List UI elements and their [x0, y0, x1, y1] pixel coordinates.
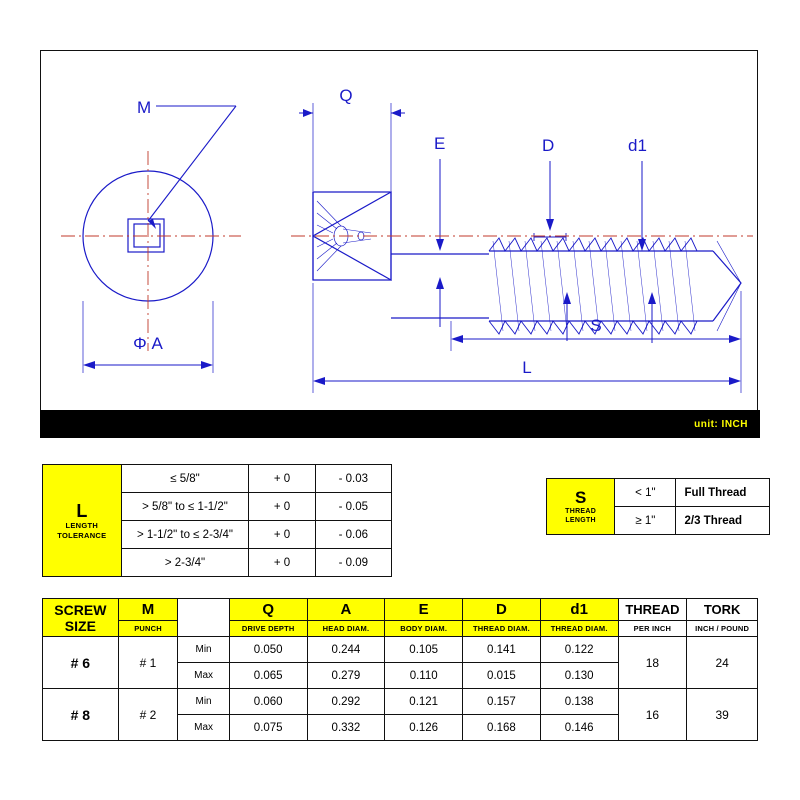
unit-note-text: unit: INCH	[694, 418, 748, 430]
spec-e-value: 0.121	[385, 689, 463, 715]
spec-q-value: 0.050	[229, 637, 307, 663]
m-leader-line	[148, 106, 236, 221]
tolerance-range: ≤ 5/8"	[121, 465, 249, 493]
header-thread-main: THREAD	[618, 599, 687, 621]
spec-minmax-label: Max	[178, 715, 230, 741]
spec-minmax-label: Min	[178, 689, 230, 715]
spec-tork: 39	[687, 689, 758, 741]
header-blank	[178, 599, 230, 637]
label-e: E	[434, 134, 446, 153]
spec-d1-value: 0.138	[540, 689, 618, 715]
spec-a-value: 0.279	[307, 663, 385, 689]
spec-tork: 24	[687, 637, 758, 689]
thread-length-condition: < 1"	[615, 479, 676, 507]
header-d1-sub: THREAD DIAM.	[540, 621, 618, 637]
header-punch-main: M	[118, 599, 178, 621]
header-screw-size-line1: SCREW	[54, 601, 107, 618]
header-punch-sub: PUNCH	[118, 621, 178, 637]
label-q: Q	[339, 86, 353, 105]
thread-profile-top	[489, 238, 697, 251]
spec-a-value: 0.244	[307, 637, 385, 663]
table-row	[43, 637, 758, 663]
header-e-sub: BODY DIAM.	[385, 621, 463, 637]
tolerance-minus: - 0.03	[315, 465, 391, 493]
header-tork-sub: INCH / POUND	[687, 621, 758, 637]
spec-a-value: 0.292	[307, 689, 385, 715]
spec-punch: # 1	[118, 637, 178, 689]
spec-d1-value: 0.130	[540, 663, 618, 689]
header-d-sub: THREAD DIAM.	[463, 621, 541, 637]
spec-screw-size: # 8	[43, 689, 119, 741]
spec-minmax-label: Max	[178, 663, 230, 689]
label-phi-a: Φ A	[133, 334, 163, 353]
spec-d1-value: 0.122	[540, 637, 618, 663]
tolerance-range: > 5/8" to ≤ 1-1/2"	[121, 493, 249, 521]
spec-d-value: 0.168	[463, 715, 541, 741]
tolerance-label-sub1: LENGTH	[65, 520, 99, 530]
tolerance-minus: - 0.09	[315, 549, 391, 577]
thread-length-label-sub2: LENGTH	[565, 517, 596, 524]
thread-length-label-main: S	[574, 488, 587, 507]
header-screw-size	[43, 599, 119, 637]
square-drive-inner	[134, 224, 160, 247]
header-thread-sub: PER INCH	[618, 621, 687, 637]
spec-q-value: 0.075	[229, 715, 307, 741]
table-row	[547, 479, 770, 507]
spec-d1-value: 0.146	[540, 715, 618, 741]
tolerance-label-sub2: TOLERANCE	[57, 530, 107, 540]
thread-length-value: Full Thread	[676, 479, 770, 507]
thread-length-label-cell	[547, 479, 615, 535]
tolerance-plus: + 0	[249, 493, 315, 521]
label-d1: d1	[628, 136, 647, 155]
thread-length-condition: ≥ 1"	[615, 507, 676, 535]
label-d: D	[542, 136, 555, 155]
table-row	[43, 689, 758, 715]
header-q-main: Q	[229, 599, 307, 621]
spec-q-value: 0.060	[229, 689, 307, 715]
header-d-main: D	[463, 599, 541, 621]
spec-e-value: 0.110	[385, 663, 463, 689]
thread-length-table	[546, 478, 770, 535]
spec-e-value: 0.105	[385, 637, 463, 663]
spec-header-main-row	[43, 599, 758, 621]
spec-e-value: 0.126	[385, 715, 463, 741]
tolerance-range: > 2-3/4"	[121, 549, 249, 577]
header-e-main: E	[385, 599, 463, 621]
thread-length-value: 2/3 Thread	[676, 507, 770, 535]
table-row	[43, 465, 392, 493]
unit-note-bar	[40, 410, 760, 438]
spec-screw-size: # 6	[43, 637, 119, 689]
spec-thread-per-inch: 16	[618, 689, 687, 741]
screw-technical-drawing	[41, 51, 757, 437]
tolerance-minus: - 0.06	[315, 521, 391, 549]
header-q-sub: DRIVE DEPTH	[229, 621, 307, 637]
tolerance-label-main: L	[76, 500, 88, 521]
spec-d-value: 0.015	[463, 663, 541, 689]
spec-punch: # 2	[118, 689, 178, 741]
header-a-sub: HEAD DIAM.	[307, 621, 385, 637]
thread-length-label-sub1: THREAD	[565, 508, 597, 515]
tolerance-range: > 1-1/2" to ≤ 2-3/4"	[121, 521, 249, 549]
spec-minmax-label: Min	[178, 637, 230, 663]
spec-header-sub-row	[43, 621, 758, 637]
spec-d-value: 0.157	[463, 689, 541, 715]
length-tolerance-table	[42, 464, 392, 577]
header-tork-main: TORK	[687, 599, 758, 621]
spec-a-value: 0.332	[307, 715, 385, 741]
screw-specification-table	[42, 598, 758, 741]
tolerance-label-cell	[43, 465, 122, 577]
spec-q-value: 0.065	[229, 663, 307, 689]
spec-thread-per-inch: 18	[618, 637, 687, 689]
tolerance-plus: + 0	[249, 465, 315, 493]
tolerance-minus: - 0.05	[315, 493, 391, 521]
label-l: L	[522, 358, 532, 377]
spec-d-value: 0.141	[463, 637, 541, 663]
label-m: M	[137, 98, 152, 117]
header-d1-main: d1	[540, 599, 618, 621]
tolerance-plus: + 0	[249, 521, 315, 549]
tolerance-plus: + 0	[249, 549, 315, 577]
label-s: S	[590, 316, 602, 335]
header-screw-size-line2: SIZE	[64, 617, 96, 634]
drawing-panel	[40, 50, 758, 438]
header-a-main: A	[307, 599, 385, 621]
